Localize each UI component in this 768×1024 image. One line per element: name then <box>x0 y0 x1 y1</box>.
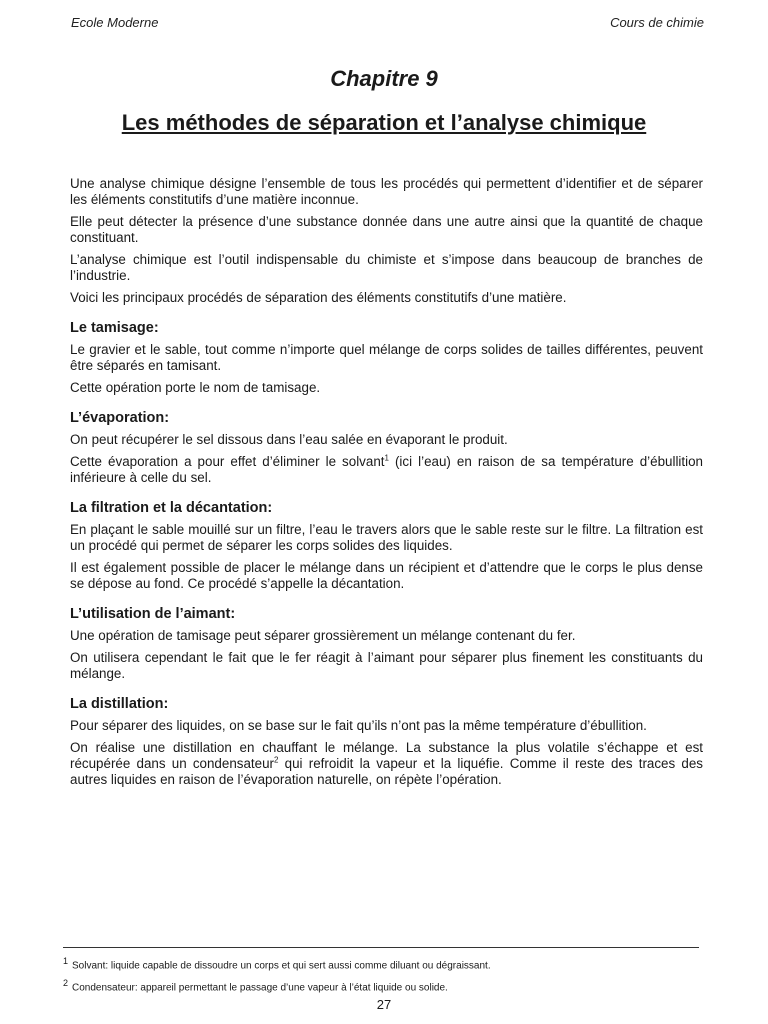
evaporation-paragraph-2 <box>70 454 703 486</box>
intro-paragraph-4: Voici les principaux procédés de séparation des éléments constitutifs d’une matière. <box>70 290 567 305</box>
section-heading-filtration: La filtration et la décantation: <box>70 500 273 516</box>
tamisage-paragraph-1: Le gravier et le sable, tout comme n’importe quel mélange de corps solides de tailles différentes, peuvent être séparés en tamisant. <box>70 342 703 373</box>
distillation-paragraph-2 <box>70 740 703 788</box>
filtration-paragraph-1: En plaçant le sable mouillé sur un filtre, l’eau le travers alors que le sable reste sur le filtre. La filtration est un procédé qui permet de séparer les corps solides des liquides. <box>70 522 703 553</box>
footnote-number: 2 <box>63 978 69 989</box>
section-heading-evaporation: L’évaporation: <box>70 410 170 426</box>
footnote-1 <box>63 955 703 972</box>
footnote-ref-2: 2 <box>274 755 279 765</box>
footnote-divider <box>63 947 699 948</box>
footnote-2 <box>63 977 703 994</box>
footnote-number: 1 <box>63 956 69 966</box>
evaporation-paragraph-1: On peut récupérer le sel dissous dans l’eau salée en évaporant le produit. <box>70 432 508 447</box>
intro-paragraph-1: Une analyse chimique désigne l’ensemble de tous les procédés qui permettent d’identifier et de séparer les éléments constitutifs d’une matière inconnue. <box>70 176 703 207</box>
distillation-paragraph-1: Pour séparer des liquides, on se base sur le fait qu’ils n’ont pas la même température d’ébullition. <box>70 718 647 733</box>
page-number: 27 <box>376 997 392 1012</box>
intro-paragraph-3: L’analyse chimique est l’outil indispensable du chimiste et s’impose dans beaucoup de branches de l’industrie. <box>70 252 703 283</box>
intro-paragraph-2: Elle peut détecter la présence d’une substance donnée dans une autre ainsi que la quantité de chaque constituant. <box>70 214 703 245</box>
distillation-text-b: qui refroidit la vapeur et la liquéfie. Comme il reste des traces des autres liquides en raison de l’évaporation naturelle, on répète l’opération. <box>70 756 703 787</box>
evaporation-text-a: Cette évaporation a pour effet d’éliminer le solvant <box>70 454 385 469</box>
document-body <box>70 176 703 794</box>
header-school-name: Ecole Moderne <box>71 15 159 30</box>
footnote-text: Solvant: liquide capable de dissoudre un corps et qui sert aussi comme diluant ou dégraissant. <box>72 960 491 972</box>
filtration-paragraph-2: Il est également possible de placer le mélange dans un récipient et d’attendre que le corps le plus dense se dépose au fond. Ce procédé s’appelle la décantation. <box>70 560 703 591</box>
section-heading-distillation: La distillation: <box>70 696 169 712</box>
tamisage-paragraph-2: Cette opération porte le nom de tamisage. <box>70 380 321 395</box>
section-heading-aimant: L’utilisation de l’aimant: <box>70 606 236 622</box>
footnote-text: Condensateur: appareil permettant le passage d’une vapeur à l’état liquide ou solide. <box>72 982 448 994</box>
evaporation-text-b: (ici l’eau) en raison de sa température d’ébullition inférieure à celle du sel. <box>70 454 703 485</box>
footnote-ref-1: 1 <box>384 453 389 463</box>
section-heading-tamisage: Le tamisage: <box>70 320 159 336</box>
page-title: Les méthodes de séparation et l’analyse chimique <box>121 110 647 135</box>
chapter-number: Chapitre 9 <box>330 66 438 91</box>
aimant-paragraph-2: On utilisera cependant le fait que le fer réagit à l’aimant pour séparer plus finement les constituants du mélange. <box>70 650 703 681</box>
aimant-paragraph-1: Une opération de tamisage peut séparer grossièrement un mélange contenant du fer. <box>70 628 576 643</box>
distillation-text-a: On réalise une distillation en chauffant le mélange. La substance la plus volatile s’échappe et est récupérée dans un condensateur <box>70 740 703 771</box>
header-course-name: Cours de chimie <box>610 15 704 30</box>
footnotes <box>63 955 703 1000</box>
